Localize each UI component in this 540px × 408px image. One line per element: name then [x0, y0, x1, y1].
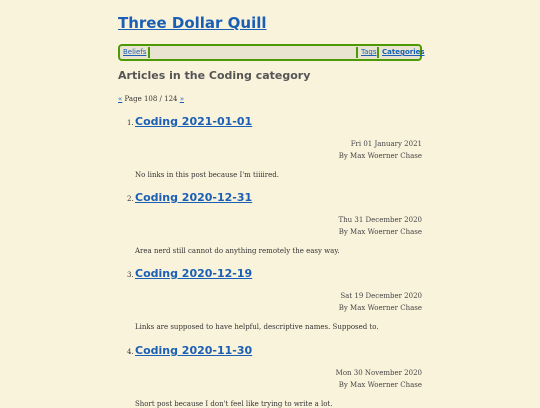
- article-author: By Max Woerner Chase: [338, 381, 422, 389]
- article-title-link[interactable]: Coding 2020-11-30: [135, 344, 253, 357]
- nav-separator: [148, 47, 150, 58]
- article-title-link[interactable]: Coding 2020-12-19: [135, 267, 253, 280]
- article-date: Mon 30 November 2020: [335, 369, 422, 377]
- nav-categories-link[interactable]: Categories: [382, 48, 425, 56]
- article-title-link[interactable]: Coding 2021-01-01: [135, 115, 253, 128]
- article-number: 4.: [127, 348, 134, 356]
- article-author: By Max Woerner Chase: [338, 152, 422, 160]
- article-date: Sat 19 December 2020: [340, 292, 422, 300]
- article-title-link[interactable]: Coding 2020-12-31: [135, 191, 253, 204]
- article-summary: Short post because I don't feel like trying to write a lot.: [135, 400, 333, 408]
- nav-separator: [356, 47, 358, 58]
- nav-separator: [377, 47, 379, 58]
- pager: [118, 95, 184, 103]
- pager-prev-link[interactable]: «: [118, 95, 123, 103]
- nav-bar: [118, 44, 425, 61]
- category-heading: Articles in the Coding category: [118, 69, 311, 82]
- article-number: 3.: [127, 271, 134, 279]
- article-author: By Max Woerner Chase: [338, 304, 422, 312]
- pager-label: Page 108 / 124: [124, 95, 178, 103]
- nav-tags-link[interactable]: Tags: [361, 48, 377, 56]
- article-author: By Max Woerner Chase: [338, 228, 422, 236]
- nav-beliefs-link[interactable]: Beliefs: [123, 48, 147, 56]
- article-number: 2.: [127, 195, 134, 203]
- article-date: Fri 01 January 2021: [350, 140, 422, 148]
- pager-next-link[interactable]: »: [179, 95, 185, 103]
- article-number: 1.: [127, 119, 134, 127]
- article-summary: Links are supposed to have helpful, descriptive names. Supposed to.: [135, 323, 379, 331]
- site-title-link[interactable]: Three Dollar Quill: [118, 14, 267, 32]
- article-summary: No links in this post because I'm tiiiired.: [135, 171, 279, 179]
- article-date: Thu 31 December 2020: [338, 216, 422, 224]
- article-summary: Area nerd still cannot do anything remotely the easy way.: [135, 247, 340, 255]
